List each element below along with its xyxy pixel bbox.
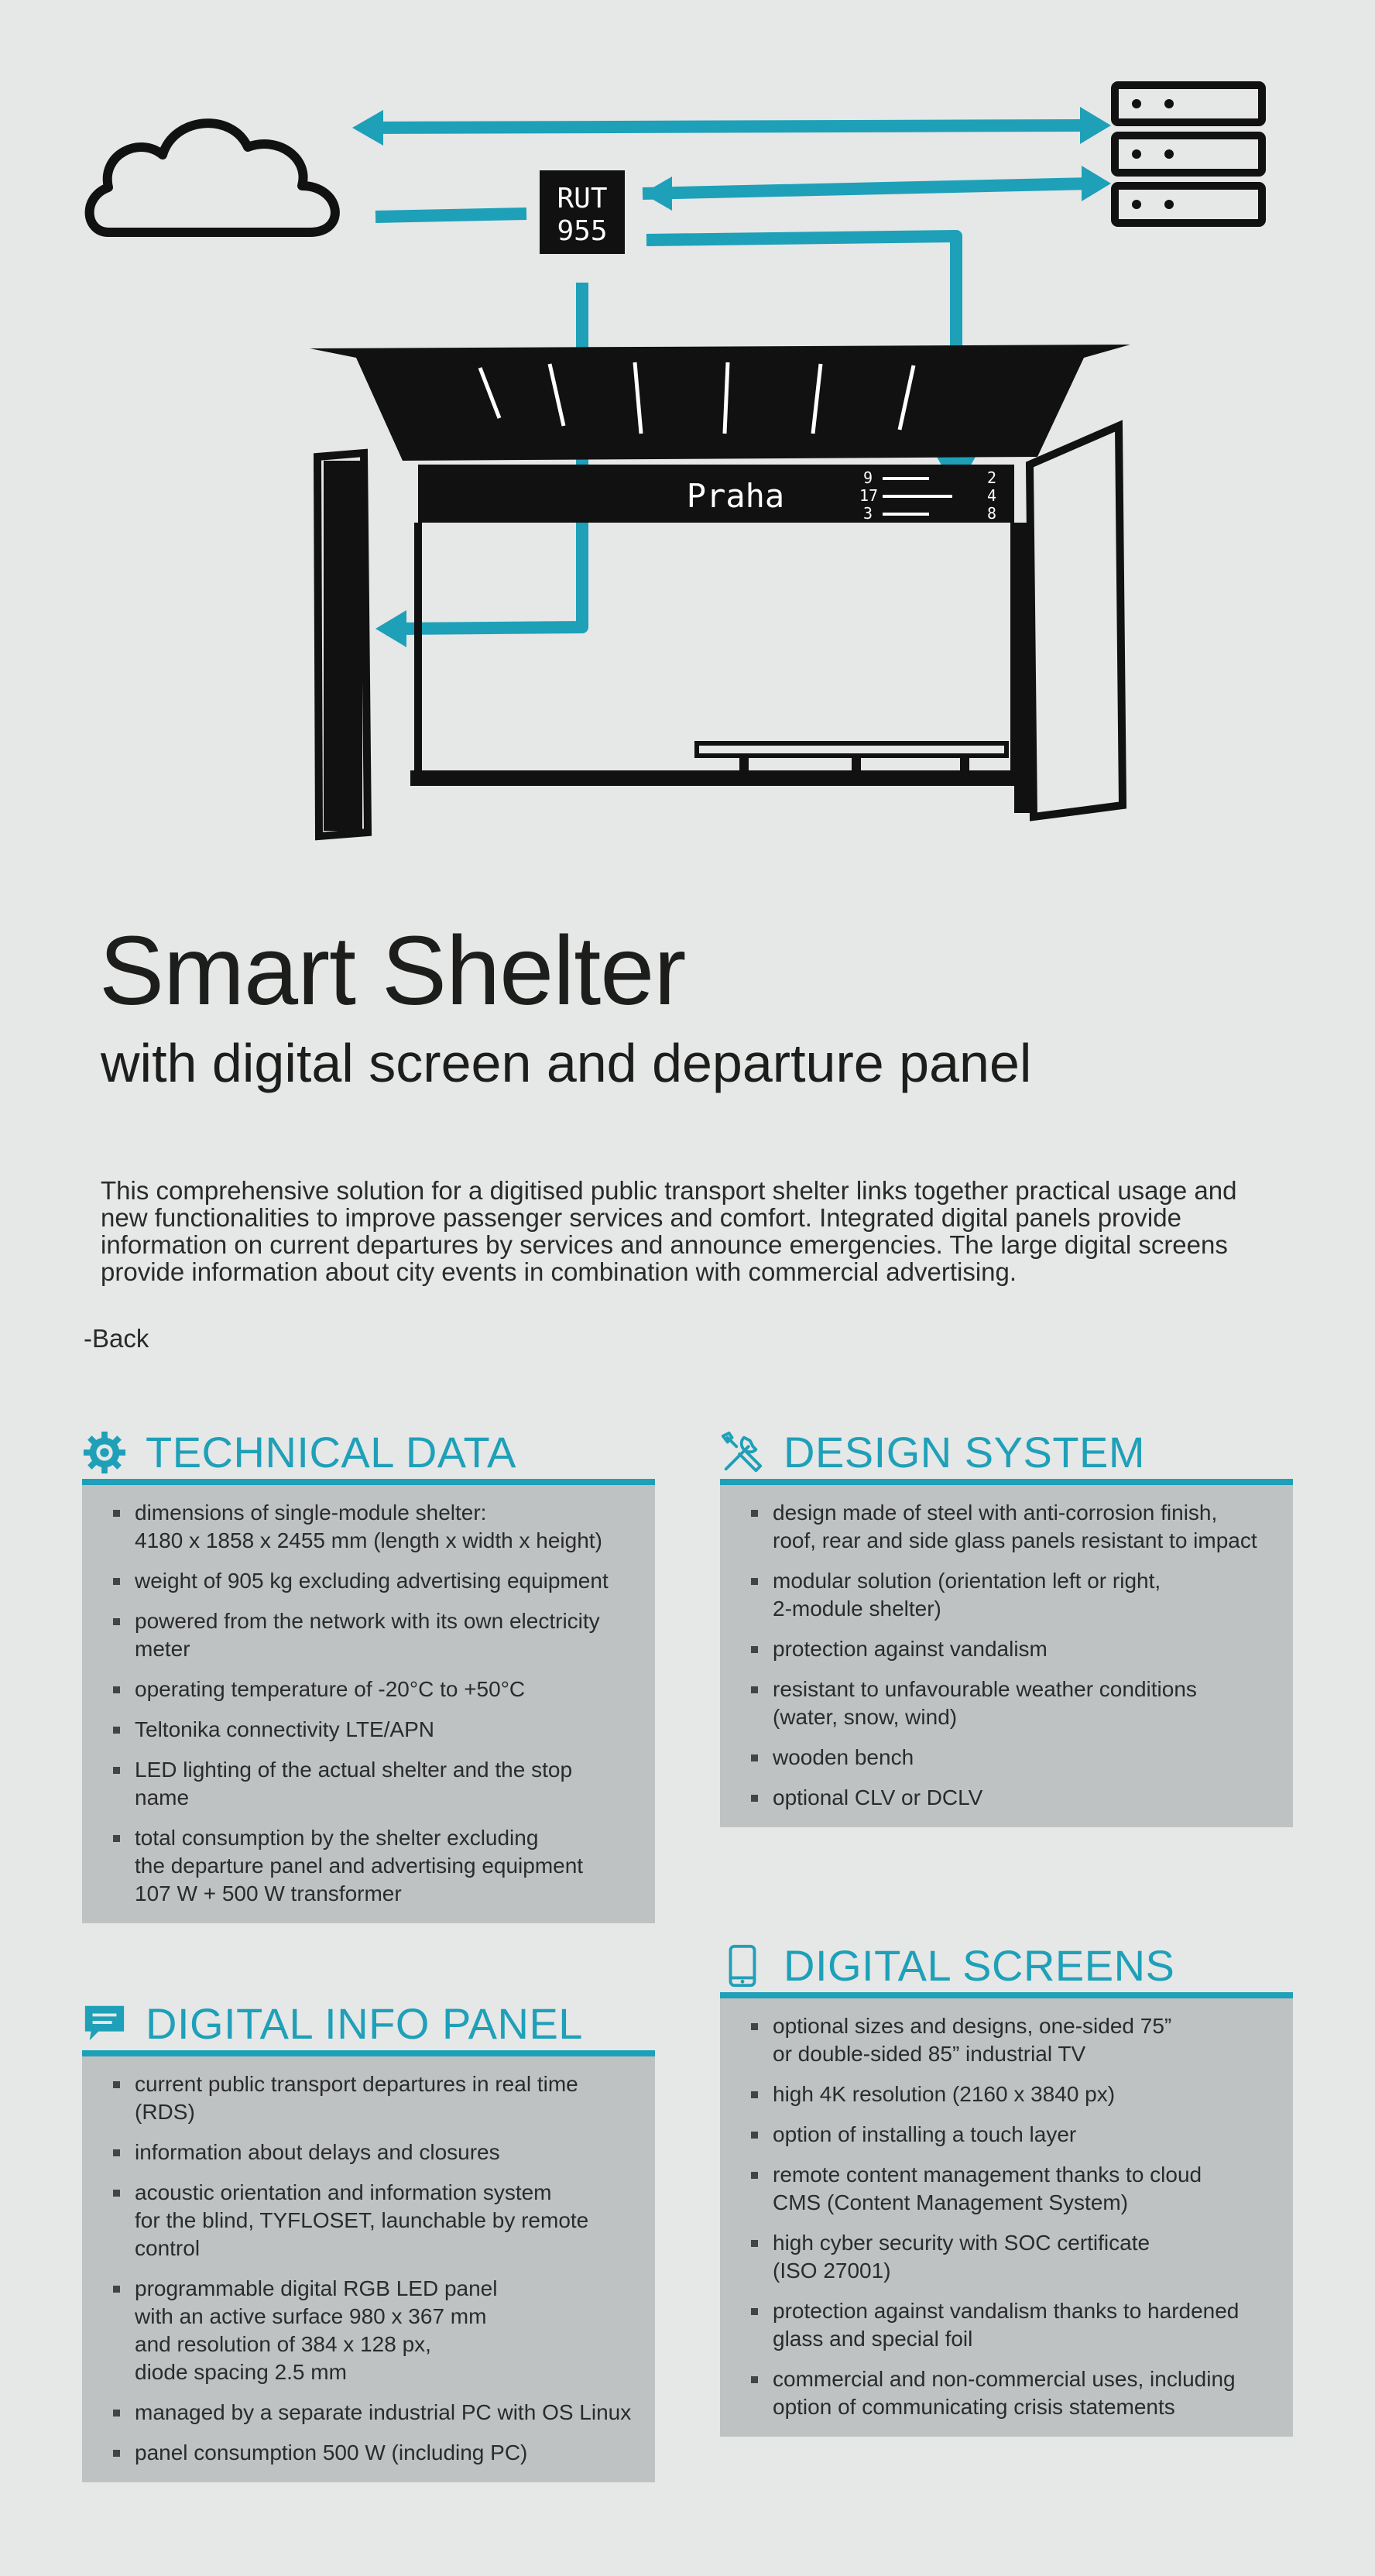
list-item [111,2439,639,2467]
list-item-line: high cyber security with SOC certificate [773,2231,1150,2255]
router-label-line1: RUT [557,183,608,214]
svg-text:2: 2 [987,468,997,487]
list-item-line: high 4K resolution (2160 x 3840 px) [773,2082,1116,2106]
list-item [749,1784,1277,1812]
list-item [749,2229,1277,2285]
list-item-line: for the blind, TYFLOSET, launchable by remote [135,2208,589,2232]
list-item-line: remote content management thanks to cloud [773,2163,1202,2187]
list-item-line: 4180 x 1858 x 2455 mm (length x width x height) [135,1528,602,1552]
cloud-icon [90,123,335,232]
list-item-line: option of communicating crisis statements [773,2395,1175,2419]
list-item-line: with an active surface 980 x 367 mm [135,2304,487,2328]
item-list [111,2070,639,2467]
item-list [111,1499,639,1908]
list-item [749,2121,1277,2149]
list-item-line: (ISO 27001) [773,2259,891,2283]
smart-shelter-illustration [77,70,1316,867]
list-item-line: managed by a separate industrial PC with OS Linux [135,2400,632,2424]
list-item-line: modular solution (orientation left or right, [773,1569,1161,1593]
list-item [111,1756,639,1812]
list-item-line: operating temperature of -20°C to +50°C [135,1677,526,1701]
section-header [82,1426,655,1485]
list-item-line: dimensions of single-module shelter: [135,1501,487,1525]
page-subtitle: with digital screen and departure panel [101,1033,1032,1093]
list-item [749,2161,1277,2217]
section-header [720,1426,1293,1485]
list-item-line: weight of 905 kg excluding advertising equipment [135,1569,609,1593]
list-item-line: protection against vandalism thanks to hardened [773,2299,1240,2323]
shelter-sign: Praha [686,477,785,515]
list-item-line: LED lighting of the actual shelter and the stop [135,1758,573,1782]
list-item-line: powered from the network with its own electricity [135,1609,600,1633]
shelter-roof [310,345,1130,461]
list-item [111,2275,639,2386]
list-item [111,1676,639,1703]
list-item-line: protection against vandalism [773,1637,1048,1661]
item-list [749,2012,1277,2421]
list-item [749,1499,1277,1555]
section-header [720,1940,1293,1998]
list-item-line: commercial and non-commercial uses, including [773,2367,1236,2391]
list-item [111,1824,639,1908]
section-body [82,2056,655,2482]
list-item [111,1607,639,1663]
svg-text:8: 8 [987,504,997,523]
list-item-line: or double-sided 85” industrial TV [773,2042,1086,2066]
list-item-line: panel consumption 500 W (including PC) [135,2441,528,2465]
page-title: Smart Shelter [99,916,686,1025]
list-item-line: option of installing a touch layer [773,2122,1077,2146]
list-item [749,1676,1277,1731]
list-item-line: control [135,2236,201,2260]
list-item [749,1744,1277,1772]
section-title: DIGITAL INFO PANEL [146,1999,583,2048]
phone-icon [720,1943,766,1989]
back-link[interactable]: -Back [84,1324,149,1353]
section-title: DIGITAL SCREENS [784,1941,1175,1990]
svg-text:4: 4 [987,486,997,505]
list-item-line: roof, rear and side glass panels resistant to impact [773,1528,1257,1552]
list-item [749,2080,1277,2108]
list-item [749,1635,1277,1663]
list-item-line: Teltonika connectivity LTE/APN [135,1717,434,1741]
section-title: TECHNICAL DATA [146,1428,516,1477]
section-digital-info-panel [82,1998,655,2482]
list-item-line: optional sizes and designs, one-sided 75” [773,2014,1172,2038]
list-item-line: CMS (Content Management System) [773,2190,1129,2214]
section-title: DESIGN SYSTEM [784,1428,1146,1477]
svg-text:3: 3 [863,504,873,523]
list-item-line: the departure panel and advertising equipment [135,1854,584,1878]
list-item-line: information about delays and closures [135,2140,500,2164]
item-list [749,1499,1277,1812]
list-item [111,2399,639,2427]
list-item-line: (water, snow, wind) [773,1705,958,1729]
shelter-floor [410,770,1022,786]
section-header [82,1998,655,2056]
list-item-line: 107 W + 500 W transformer [135,1881,402,1905]
section-digital-screens [720,1940,1293,2437]
list-item-line: resistant to unfavourable weather conditions [773,1677,1197,1701]
list-item [111,2070,639,2126]
intro-paragraph: This comprehensive solution for a digitised public transport shelter links together practical usage and new functionalities to improve passenger services and comfort. Integrated digital panels provide information on current departures by services and announce emergencies. The large digital screens provide information about city events in combination with commercial advertising. [101,1176,1237,1286]
list-item-line: optional CLV or DCLV [773,1785,983,1809]
list-item [749,2365,1277,2421]
section-design-system [720,1426,1293,1827]
list-item [111,1716,639,1744]
list-item [111,2139,639,2166]
list-item-line: diode spacing 2.5 mm [135,2360,347,2384]
list-item [111,1567,639,1595]
list-item-line: current public transport departures in real time [135,2072,578,2096]
router-label-line2: 955 [557,215,608,247]
list-item [749,1567,1277,1623]
list-item [749,2012,1277,2068]
section-body [82,1485,655,1923]
list-item-line: 2-module shelter) [773,1597,941,1621]
section-body [720,1485,1293,1827]
chat-icon [82,2001,129,2047]
tools-icon [720,1429,766,1476]
list-item-line: acoustic orientation and information system [135,2180,552,2204]
list-item-line: total consumption by the shelter excluding [135,1826,539,1850]
gear-icon [82,1429,129,1476]
section-technical-data [82,1426,655,1923]
list-item [749,2297,1277,2353]
svg-text:17: 17 [859,486,879,505]
list-item-line: name [135,1785,190,1809]
section-body [720,1998,1293,2437]
list-item-line: design made of steel with anti-corrosion finish, [773,1501,1218,1525]
list-item-line: meter [135,1637,190,1661]
list-item-line: and resolution of 384 x 128 px, [135,2332,431,2356]
list-item [111,1499,639,1555]
list-item-line: (RDS) [135,2100,195,2124]
list-item-line: wooden bench [773,1745,914,1769]
svg-text:9: 9 [863,468,873,487]
list-item [111,2179,639,2262]
list-item-line: programmable digital RGB LED panel [135,2276,498,2300]
bench [697,743,1006,756]
list-item-line: glass and special foil [773,2327,973,2351]
